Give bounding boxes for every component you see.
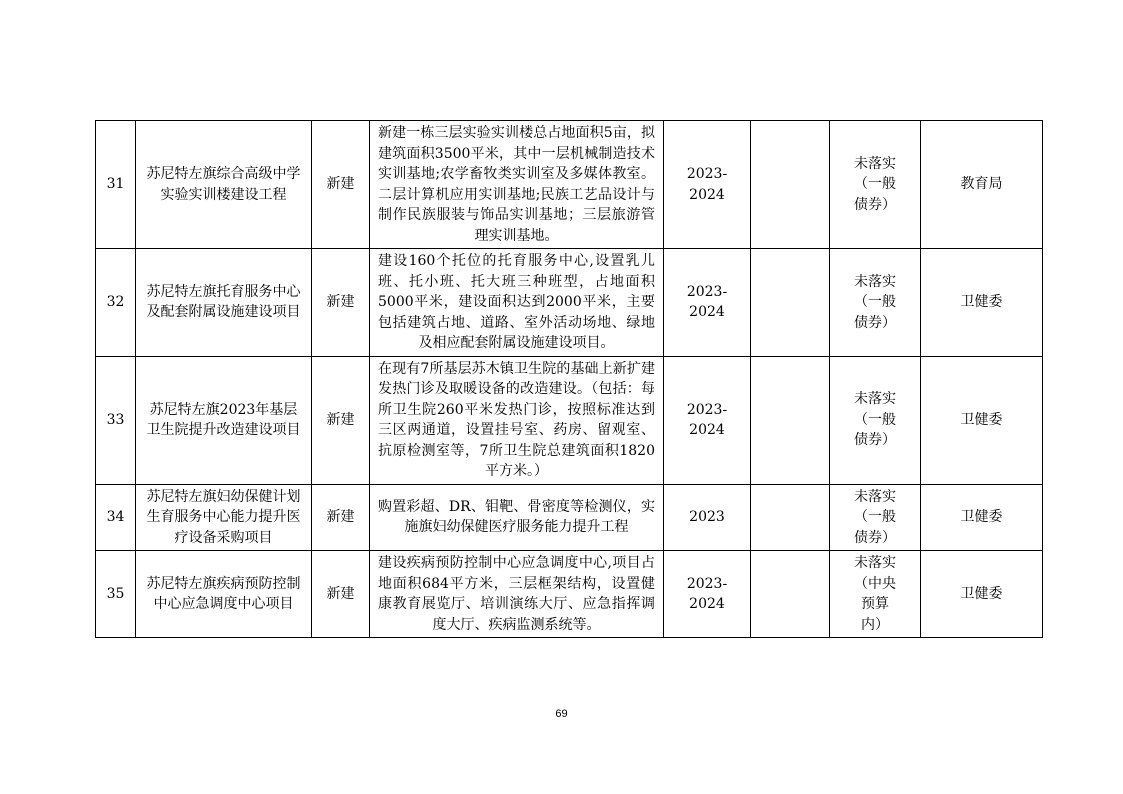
- row-number: 33: [96, 356, 136, 484]
- responsible-dept: 卫健委: [921, 484, 1043, 551]
- construction-period: 2023-2024: [664, 249, 751, 357]
- project-name: 苏尼特左旗疾病预防控制中心应急调度中心项目: [136, 551, 312, 638]
- responsible-dept: 卫健委: [921, 249, 1043, 357]
- project-name: 苏尼特左旗妇幼保健计划生育服务中心能力提升医疗设备采购项目: [136, 484, 312, 551]
- responsible-dept: 教育局: [921, 121, 1043, 249]
- funding-status: 未落实（一般债券）: [830, 356, 921, 484]
- construction-period: 2023-2024: [664, 121, 751, 249]
- responsible-dept: 卫健委: [921, 551, 1043, 638]
- project-name: 苏尼特左旗托育服务中心及配套附属设施建设项目: [136, 249, 312, 357]
- construction-content: 建设160个托位的托育服务中心,设置乳儿班、托小班、托大班三种班型，占地面积5000平米，建设面积达到2000平米，主要包括建筑占地、道路、室外活动场地、绿地及相应配套附属设施建设项目。: [370, 249, 664, 357]
- page-number: 69: [555, 708, 568, 720]
- blank-cell: [751, 551, 830, 638]
- table-row: [96, 356, 1043, 484]
- table-row: [96, 551, 1043, 638]
- blank-cell: [751, 249, 830, 357]
- row-number: 34: [96, 484, 136, 551]
- row-number: 31: [96, 121, 136, 249]
- table-row: [96, 121, 1043, 249]
- blank-cell: [751, 356, 830, 484]
- construction-type: 新建: [312, 356, 370, 484]
- responsible-dept: 卫健委: [921, 356, 1043, 484]
- construction-type: 新建: [312, 551, 370, 638]
- construction-period: 2023: [664, 484, 751, 551]
- project-name: 苏尼特左旗2023年基层卫生院提升改造建设项目: [136, 356, 312, 484]
- funding-status: 未落实（中央预算内）: [830, 551, 921, 638]
- construction-content: 新建一栋三层实验实训楼总占地面积5亩，拟建筑面积3500平米，其中一层机械制造技术实训基地;农学畜牧类实训室及多媒体教室。二层计算机应用实训基地;民族工艺品设计与制作民族服装与饰品实训基地；三层旅游管理实训基地。: [370, 121, 664, 249]
- construction-content: 在现有7所基层苏木镇卫生院的基础上新扩建发热门诊及取暖设备的改造建设。（包括：每所卫生院260平米发热门诊，按照标准达到三区两通道，设置挂号室、药房、留观室、抗原检测室等，7所卫生院总建筑面积1820平方米。）: [370, 356, 664, 484]
- row-number: 35: [96, 551, 136, 638]
- row-number: 32: [96, 249, 136, 357]
- funding-status: 未落实（一般债券）: [830, 121, 921, 249]
- project-table: [95, 120, 1043, 638]
- construction-type: 新建: [312, 484, 370, 551]
- blank-cell: [751, 121, 830, 249]
- construction-period: 2023-2024: [664, 356, 751, 484]
- funding-status: 未落实（一般债券）: [830, 249, 921, 357]
- project-name: 苏尼特左旗综合高级中学实验实训楼建设工程: [136, 121, 312, 249]
- construction-content: 购置彩超、DR、钼靶、骨密度等检测仪，实施旗妇幼保健医疗服务能力提升工程: [370, 484, 664, 551]
- construction-content: 建设疾病预防控制中心应急调度中心,项目占地面积684平方米，三层框架结构，设置健康教育展览厅、培训演练大厅、应急指挥调度大厅、疾病监测系统等。: [370, 551, 664, 638]
- table-row: [96, 484, 1043, 551]
- funding-status: 未落实（一般债券）: [830, 484, 921, 551]
- construction-type: 新建: [312, 249, 370, 357]
- construction-type: 新建: [312, 121, 370, 249]
- construction-period: 2023-2024: [664, 551, 751, 638]
- table-row: [96, 249, 1043, 357]
- blank-cell: [751, 484, 830, 551]
